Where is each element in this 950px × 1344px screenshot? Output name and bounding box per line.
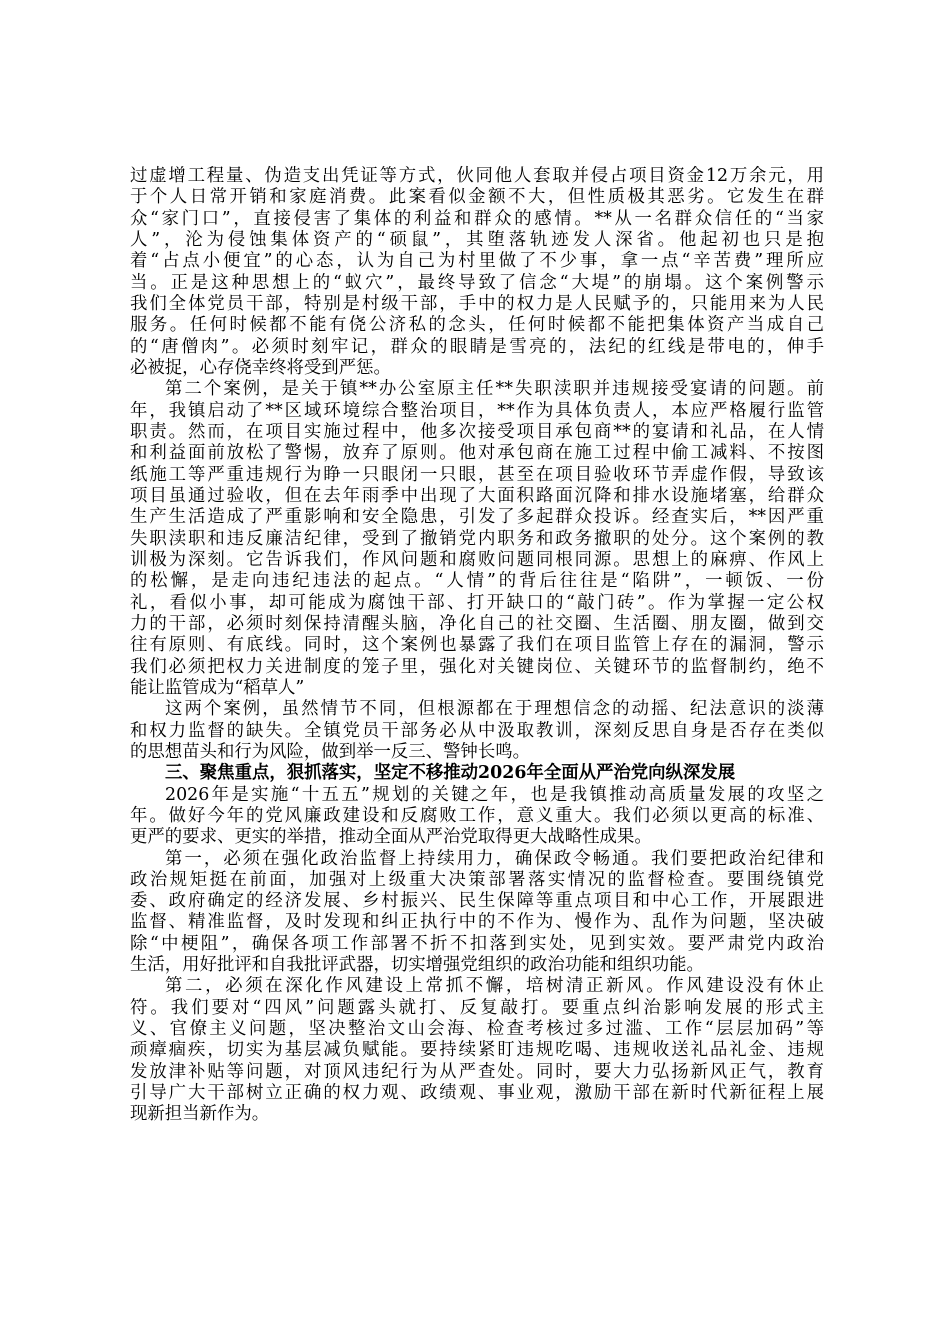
text-line: 我们必须把权力关进制度的笼子里，强化对关键岗位、关键环节的监督制约，绝不 — [130, 656, 824, 677]
text-line: 2026年是实施“十五五”规划的关键之年，也是我镇推动高质量发展的攻坚之 — [165, 784, 824, 805]
text-line: 的“唐僧肉”。必须时刻牢记，群众的眼睛是雪亮的，法纪的红线是带电的，伸手 — [130, 336, 824, 357]
text-line: 政治规矩挺在前面，加强对上级重大决策部署落实情况的监督检查。要围绕镇党 — [130, 869, 824, 890]
text-line: 失职渎职和违反廉洁纪律，受到了撤销党内职务和政务撤职的处分。这个案例的教 — [130, 528, 824, 549]
document-body — [130, 166, 824, 1126]
text-line: 职责。然而，在项目实施过程中，他多次接受项目承包商**的宴请和礼品，在人情 — [130, 421, 824, 442]
text-line: 年，我镇启动了**区域环境综合整治项目，**作为具体负责人，本应严格履行监管 — [130, 400, 824, 421]
text-line: 礼，看似小事，却可能成为腐蚀干部、打开缺口的“敲门砖”。作为掌握一定公权 — [130, 592, 824, 613]
text-line: 第二个案例，是关于镇**办公室原主任**失职渎职并违规接受宴请的问题。前 — [165, 379, 824, 400]
text-line: 生产生活造成了严重影响和安全隐患，引发了多起群众投诉。经查实后，**因严重 — [130, 507, 824, 528]
text-line: 纸施工等严重违规行为睁一只眼闭一只眼，甚至在项目验收环节弄虚作假，导致该 — [130, 464, 824, 485]
text-line: 的思想苗头和行为风险，做到举一反三、警钟长鸣。 — [130, 741, 530, 762]
text-line: 监督、精准监督，及时发现和纠正执行中的不作为、慢作为、乱作为问题，坚决破 — [130, 912, 824, 933]
text-line: 现新担当新作为。 — [130, 1104, 270, 1125]
text-line: 年。做好今年的党风廉政建设和反腐败工作，意义重大。我们必须以更高的标准、 — [130, 805, 824, 826]
text-line: 引导广大干部树立正确的权力观、政绩观、事业观，激励干部在新时代新征程上展 — [130, 1083, 824, 1104]
text-line: 除“中梗阻”，确保各项工作部署不折不扣落到实处，见到实效。要严肃党内政治 — [130, 933, 824, 954]
text-line: 和权力监督的缺失。全镇党员干部务必从中汲取教训，深刻反思自身是否存在类似 — [130, 720, 824, 741]
text-line: 众“家门口”，直接侵害了集体的利益和群众的感情。**从一名群众信任的“当家 — [130, 208, 824, 229]
text-line: 符。我们要对“四风”问题露头就打、反复敲打。要重点纠治影响发展的形式主 — [130, 997, 824, 1018]
section-heading: 三、聚焦重点，狠抓落实，坚定不移推动2026年全面从严治党向纵深发展 — [165, 763, 736, 784]
text-line: 于个人日常开销和家庭消费。此案看似金额不大，但性质极其恶劣。它发生在群 — [130, 187, 824, 208]
text-line: 项目虽通过验收，但在去年雨季中出现了大面积路面沉降和排水设施堵塞，给群众 — [130, 485, 824, 506]
text-line: 义、官僚主义问题，坚决整治文山会海、检查考核过多过滥、工作“层层加码”等 — [130, 1019, 824, 1040]
text-line: 我们全体党员干部，特别是村级干部，手中的权力是人民赋予的，只能用来为人民 — [130, 293, 824, 314]
text-line: 第二，必须在深化作风建设上常抓不懈，培树清正新风。作风建设没有休止 — [165, 976, 824, 997]
text-line: 生活，用好批评和自我批评武器，切实增强党组织的政治功能和组织功能。 — [130, 955, 704, 976]
text-line: 人”，沦为侵蚀集体资产的“硕鼠”，其堕落轨迹发人深省。他起初也只是抱 — [130, 229, 824, 250]
text-line: 训极为深刻。它告诉我们，作风问题和腐败问题同根同源。思想上的麻痹、作风上 — [130, 549, 824, 570]
text-line: 发放津补贴等问题，对顶风违纪行为从严查处。同时，要大力弘扬新风正气，教育 — [130, 1061, 824, 1082]
text-line: 往有原则、有底线。同时，这个案例也暴露了我们在项目监管上存在的漏洞，警示 — [130, 635, 824, 656]
text-line: 和利益面前放松了警惕，放弃了原则。他对承包商在施工过程中偷工减料、不按图 — [130, 443, 824, 464]
text-line: 服务。任何时候都不能有侥公济私的念头，任何时候都不能把集体资产当成自己 — [130, 315, 824, 336]
text-line: 过虚增工程量、伪造支出凭证等方式，伙同他人套取并侵占项目资金12万余元，用 — [130, 166, 824, 186]
text-line: 顽瘴痼疾，切实为基层减负赋能。要持续紧盯违规吃喝、违规收送礼品礼金、违规 — [130, 1040, 824, 1061]
text-line: 必被捉，心存侥幸终将受到严惩。 — [130, 357, 391, 378]
text-line: 的松懈，是走向违纪违法的起点。“人情”的背后往往是“陷阱”，一顿饭、一份 — [130, 571, 824, 592]
text-line: 这两个案例，虽然情节不同，但根源都在于理想信念的动摇、纪法意识的淡薄 — [165, 699, 824, 720]
text-line: 第一，必须在强化政治监督上持续用力，确保政令畅通。我们要把政治纪律和 — [165, 848, 824, 869]
text-line: 着“占点小便宜”的心态，认为自己为村里做了不少事，拿一点“辛苦费”理所应 — [130, 251, 824, 272]
text-line: 能让监管成为“稻草人” — [130, 677, 305, 698]
text-line: 当。正是这种思想上的“蚁穴”，最终导致了信念“大堤”的崩塌。这个案例警示 — [130, 272, 824, 293]
text-line: 力的干部，必须时刻保持清醒头脑，净化自己的社交圈、生活圈、朋友圈，做到交 — [130, 613, 824, 634]
text-line: 更严的要求、更实的举措，推动全面从严治党取得更大战略性成果。 — [130, 827, 652, 848]
text-line: 委、政府确定的经济发展、乡村振兴、民生保障等重点项目和中心工作，开展跟进 — [130, 891, 824, 912]
